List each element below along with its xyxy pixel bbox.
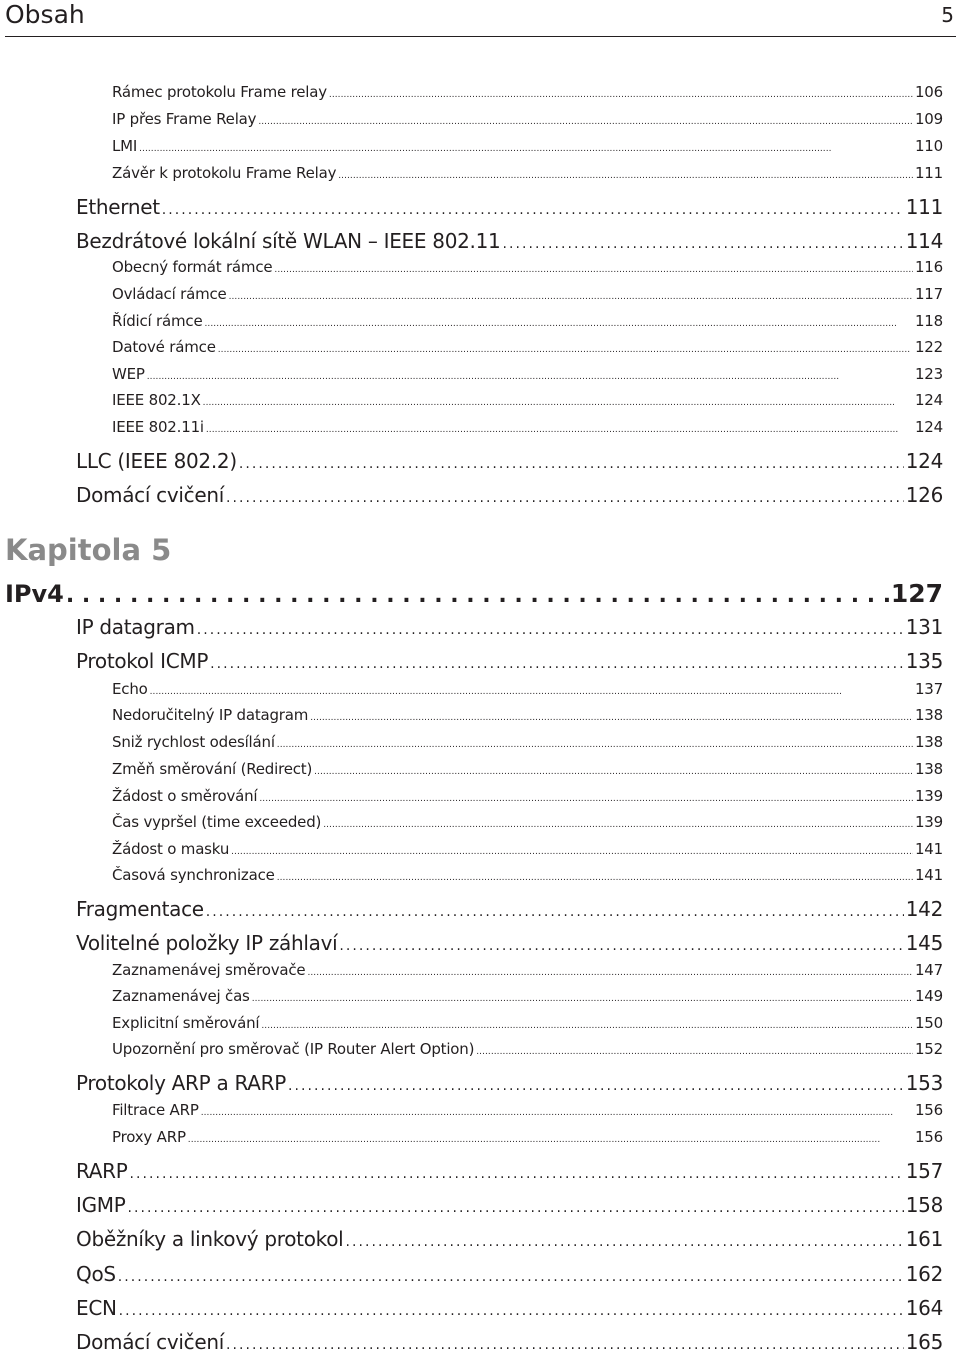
toc-entry[interactable] xyxy=(112,840,943,864)
toc-entry-page: 124 xyxy=(914,418,943,436)
dot-leader xyxy=(197,622,904,638)
toc-entry[interactable] xyxy=(112,258,943,282)
dot-leader xyxy=(150,687,913,697)
toc-entry-title: Ovládací rámce xyxy=(112,285,227,303)
toc-entry-page: 161 xyxy=(905,1227,943,1251)
dot-leader xyxy=(274,265,913,275)
dot-leader xyxy=(162,202,904,218)
toc-entry[interactable] xyxy=(112,1040,943,1064)
dot-leader xyxy=(502,236,903,252)
toc-entry[interactable] xyxy=(112,164,943,188)
toc-entry-title: Zaznamenávej čas xyxy=(112,987,250,1005)
toc-entry[interactable] xyxy=(112,1128,943,1152)
dot-leader xyxy=(147,372,913,382)
dot-leader xyxy=(329,90,913,100)
toc-entry-title: Nedoručitelný IP datagram xyxy=(112,706,309,724)
toc-entry[interactable] xyxy=(112,418,943,442)
dot-leader xyxy=(206,425,913,435)
dot-leader xyxy=(277,873,913,883)
toc-entry-title: Echo xyxy=(112,680,148,698)
toc-entry-page: 157 xyxy=(905,1159,943,1183)
toc-entry-page: 135 xyxy=(905,649,943,673)
toc-entry[interactable] xyxy=(112,987,943,1011)
toc-entry-page: 111 xyxy=(905,195,943,219)
toc-entry[interactable] xyxy=(112,83,943,107)
toc-entry[interactable] xyxy=(76,931,943,961)
toc-entry[interactable] xyxy=(112,110,943,134)
toc-entry[interactable] xyxy=(76,1193,943,1223)
dot-leader xyxy=(239,456,904,472)
toc-entry-title: IGMP xyxy=(76,1193,126,1217)
toc-entry-title: Změň směrování (Redirect) xyxy=(112,760,313,778)
dot-leader xyxy=(310,713,913,723)
toc-entry-title: Žádost o masku xyxy=(112,840,230,858)
toc-entry-page: 116 xyxy=(914,258,943,276)
toc-entry[interactable] xyxy=(76,615,943,645)
toc-entry-page: 114 xyxy=(905,229,943,253)
dot-leader xyxy=(345,1234,903,1250)
toc-entry[interactable] xyxy=(76,897,943,927)
toc-entry[interactable] xyxy=(112,285,943,309)
toc-entry-page: 165 xyxy=(905,1330,943,1354)
toc-entry-page: 156 xyxy=(914,1128,943,1146)
dot-leader xyxy=(188,1135,913,1145)
dot-leader xyxy=(66,583,889,608)
toc-entry-page: 126 xyxy=(905,483,943,507)
dot-leader xyxy=(231,847,913,857)
toc-entry[interactable] xyxy=(112,137,943,161)
toc-entry-title: IP přes Frame Relay xyxy=(112,110,257,128)
toc-entry-page: 158 xyxy=(905,1193,943,1217)
toc-entry[interactable] xyxy=(112,365,943,389)
toc-entry[interactable] xyxy=(76,1330,943,1360)
toc-entry-title: QoS xyxy=(76,1262,116,1286)
toc-entry[interactable] xyxy=(76,1159,943,1189)
toc-entry[interactable] xyxy=(112,706,943,730)
toc-entry-title: Řídicí rámce xyxy=(112,312,203,330)
toc-entry-title: Rámec protokolu Frame relay xyxy=(112,83,327,101)
dot-leader xyxy=(261,1021,913,1031)
dot-leader xyxy=(229,292,913,302)
toc-entry[interactable] xyxy=(112,733,943,757)
toc-entry-title: Závěr k protokolu Frame Relay xyxy=(112,164,337,182)
toc-entry-title: Bezdrátové lokální sítě WLAN – IEEE 802.11 xyxy=(76,229,501,253)
toc-entry[interactable] xyxy=(76,649,943,679)
toc-entry-page: 164 xyxy=(905,1296,943,1320)
toc-entry-page: 162 xyxy=(905,1262,943,1286)
page-title: Obsah xyxy=(5,0,85,29)
toc-entry-title: Časová synchronizace xyxy=(112,866,275,884)
toc-entry-title: IPv4 xyxy=(5,580,64,608)
toc-entry[interactable] xyxy=(112,760,943,784)
toc-entry[interactable] xyxy=(112,680,943,704)
toc-entry[interactable] xyxy=(112,1014,943,1038)
dot-leader xyxy=(476,1047,913,1057)
toc-entry[interactable] xyxy=(112,787,943,811)
toc-entry-title: Domácí cvičení xyxy=(76,1330,225,1354)
page-header xyxy=(5,0,956,37)
dot-leader xyxy=(307,968,913,978)
toc-entry-page: 141 xyxy=(914,866,943,884)
toc-entry[interactable] xyxy=(76,1262,943,1292)
toc-entry-page: 152 xyxy=(914,1040,943,1058)
toc-entry-page: 109 xyxy=(914,110,943,128)
dot-leader xyxy=(258,117,913,127)
toc-entry-page: 138 xyxy=(914,760,943,778)
toc-entry-page: 142 xyxy=(905,897,943,921)
dot-leader xyxy=(226,490,904,506)
toc-entry-title: LMI xyxy=(112,137,138,155)
toc-entry[interactable] xyxy=(76,1227,943,1257)
toc-entry-page: 124 xyxy=(914,391,943,409)
toc-entry-title: Oběžníky a linkový protokol xyxy=(76,1227,344,1251)
toc-entry-title: Protokoly ARP a RARP xyxy=(76,1071,286,1095)
toc-entry-page: 122 xyxy=(914,338,943,356)
toc-entry[interactable] xyxy=(112,391,943,415)
toc-entry[interactable] xyxy=(76,483,943,513)
toc-entry[interactable] xyxy=(112,1101,943,1125)
toc-entry[interactable] xyxy=(76,1296,943,1326)
toc-entry-page: 145 xyxy=(905,931,943,955)
dot-leader xyxy=(206,904,904,920)
toc-entry[interactable] xyxy=(112,338,943,362)
toc-entry-title: LLC (IEEE 802.2) xyxy=(76,449,237,473)
toc-entry-page: 123 xyxy=(914,365,943,383)
toc-entry[interactable] xyxy=(76,195,943,225)
dot-leader xyxy=(130,1166,904,1182)
toc-entry-page: 137 xyxy=(914,680,943,698)
toc-entry[interactable] xyxy=(112,961,943,985)
toc-entry-title: Sniž rychlost odesílání xyxy=(112,733,275,751)
toc-entry[interactable] xyxy=(76,1071,943,1101)
toc-entry[interactable] xyxy=(76,229,943,259)
dot-leader xyxy=(118,1269,904,1285)
toc-entry-title: Explicitní směrování xyxy=(112,1014,260,1032)
toc-entry-title: WEP xyxy=(112,365,145,383)
dot-leader xyxy=(338,171,913,181)
toc-entry-page: 117 xyxy=(914,285,943,303)
toc-entry-title: Upozornění pro směrovač (IP Router Alert Option) xyxy=(112,1040,475,1058)
toc-entry-page: 139 xyxy=(914,813,943,831)
dot-leader xyxy=(203,398,913,408)
toc-entry-title: IEEE 802.11i xyxy=(112,418,204,436)
toc-entry-title: Žádost o směrování xyxy=(112,787,258,805)
toc-entry-page: 118 xyxy=(914,312,943,330)
toc-entry-page: 124 xyxy=(905,449,943,473)
toc-entry[interactable] xyxy=(112,813,943,837)
toc-entry-page: 153 xyxy=(905,1071,943,1095)
toc-entry-title: Volitelné položky IP záhlaví xyxy=(76,931,338,955)
dot-leader xyxy=(210,656,904,672)
page-number: 5 xyxy=(941,3,954,27)
dot-leader xyxy=(205,319,913,329)
toc-entry-title: Obecný formát rámce xyxy=(112,258,273,276)
toc-entry-title: Domácí cvičení xyxy=(76,483,225,507)
toc-entry[interactable] xyxy=(76,449,943,479)
dot-leader xyxy=(119,1303,904,1319)
toc-entry-page: 141 xyxy=(914,840,943,858)
dot-leader xyxy=(218,345,913,355)
dot-leader xyxy=(314,767,913,777)
toc-entry[interactable] xyxy=(112,866,943,890)
dot-leader xyxy=(323,820,913,830)
toc-entry-title: Čas vypršel (time exceeded) xyxy=(112,813,322,831)
dot-leader xyxy=(128,1200,904,1216)
toc-entry-page: 127 xyxy=(890,579,943,608)
toc-entry-title: IEEE 802.1X xyxy=(112,391,201,409)
dot-leader xyxy=(201,1108,913,1118)
toc-entry-page: 131 xyxy=(905,615,943,639)
toc-entry-title: RARP xyxy=(76,1159,128,1183)
toc-entry-page: 150 xyxy=(914,1014,943,1032)
toc-entry-page: 138 xyxy=(914,733,943,751)
toc-entry-title: Ethernet xyxy=(76,195,160,219)
toc-entry-title: ECN xyxy=(76,1296,117,1320)
dot-leader xyxy=(288,1078,904,1094)
dot-leader xyxy=(139,144,913,154)
dot-leader xyxy=(339,938,903,954)
toc-entry-page: 156 xyxy=(914,1101,943,1119)
toc-entry-title: IP datagram xyxy=(76,615,195,639)
dot-leader xyxy=(226,1337,904,1353)
dot-leader xyxy=(252,994,913,1004)
toc-entry-page: 147 xyxy=(914,961,943,979)
toc-entry-page: 106 xyxy=(914,83,943,101)
toc-entry-title: Protokol ICMP xyxy=(76,649,209,673)
dot-leader xyxy=(277,740,913,750)
toc-entry-title: Proxy ARP xyxy=(112,1128,186,1146)
toc-entry-page: 149 xyxy=(914,987,943,1005)
toc-entry[interactable] xyxy=(112,312,943,336)
toc-entry-title: Fragmentace xyxy=(76,897,204,921)
dot-leader xyxy=(259,794,913,804)
toc-entry-page: 110 xyxy=(914,137,943,155)
toc-entry-title: Datové rámce xyxy=(112,338,216,356)
toc-entry-page: 138 xyxy=(914,706,943,724)
toc-entry-page: 139 xyxy=(914,787,943,805)
toc-entry-page: 111 xyxy=(914,164,943,182)
toc-entry[interactable] xyxy=(5,579,943,613)
chapter-label: Kapitola 5 xyxy=(5,533,172,567)
toc-entry-title: Zaznamenávej směrovače xyxy=(112,961,306,979)
toc-entry-title: Filtrace ARP xyxy=(112,1101,199,1119)
